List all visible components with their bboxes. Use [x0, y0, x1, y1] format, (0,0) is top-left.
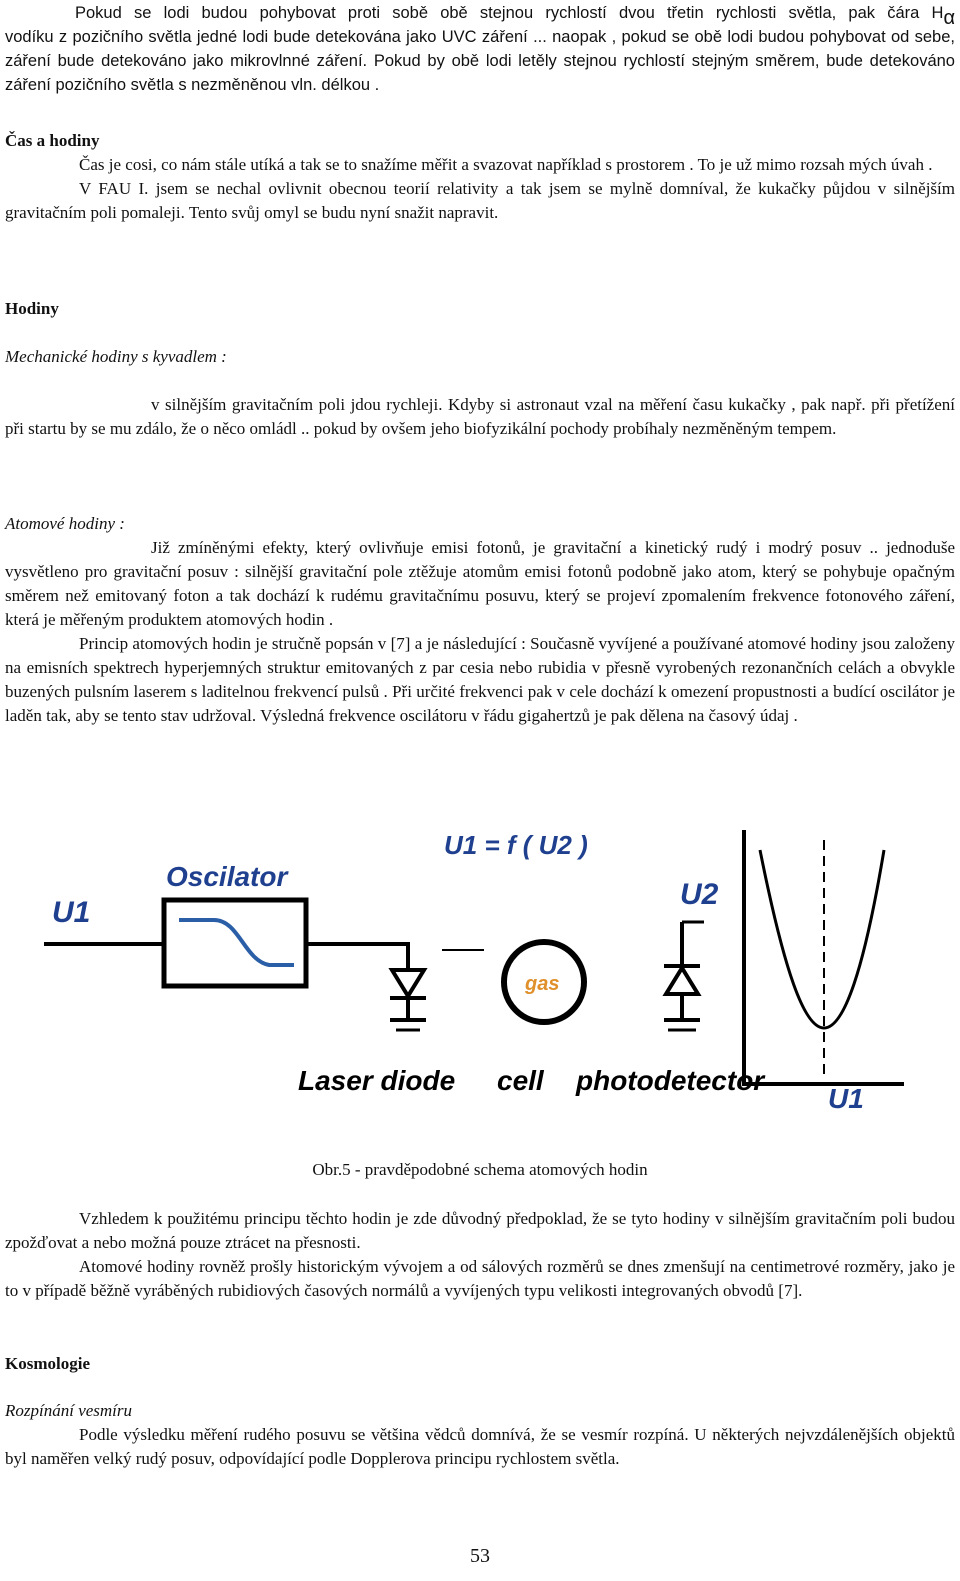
subheading-rozpinani-vesmiru: Rozpínání vesmíru — [5, 1401, 133, 1420]
cas-paragraph-2: V FAU I. jsem se nechal ovlivnit obecnou teorií relativity a tak jsem se mylně domníval, že kukačky půjdou v silnějším gravitačním poli pomaleji. Tento svůj omyl se budu nyní snažit napravit. — [5, 179, 955, 222]
u2-label: U2 — [680, 878, 719, 911]
heading-kosmologie-wrap — [5, 1352, 955, 1376]
intro-paragraph — [5, 0, 955, 97]
atom-paragraphs — [5, 536, 955, 728]
mech-subheading-wrap — [5, 345, 955, 369]
atomic-clock-diagram — [44, 810, 914, 1130]
after-figure-paragraphs — [5, 1207, 955, 1303]
mech-paragraph-wrap — [5, 393, 955, 441]
oscillator-output-wire — [306, 944, 408, 970]
atom-paragraph-2: Princip atomových hodin je stručně popsán v [7] a je následující : Současně vyvíjené a používané atomové hodiny jsou založeny na emisních spektrech hyperjemných struktur emitovaných z par cesia nebo rubidia v přesně vyrobených rezonančních celách a obvykle buzených pulsním laserem s laditelnou frekvencí pulsů . Při určité frekvenci pak v cele dochází k omezení propustnosti a budící oscilátor je laděn tak, aby se tento stav udržoval. Výsledná frekvence oscilátoru v řádu gigahertzů je pak dělena na časový údaj . — [5, 634, 955, 725]
intro-line1: Pokud se lodi budou pohybovat proti sobě obě stejnou rychlostí dvou třetin rychlosti světla, pak čára H — [75, 4, 944, 22]
resonance-plot — [744, 830, 904, 1086]
gas-label: gas — [525, 973, 560, 995]
after-paragraph-1: Vzhledem k použitému principu těchto hodin je zde důvodný předpoklad, že se tyto hodiny v silnějším gravitačním poli budou zpožďovat a nebo možná pouze ztrácet na přesnosti. — [5, 1209, 955, 1252]
kosmologie-paragraph: Podle výsledku měření rudého posuvu se většina vědců domnívá, že se vesmír rozpíná. U některých nejvzdálenějších objektů byl naměřen velký rudý posuv, odpovídající podle Dopplerova principu rychlostem světla. — [5, 1425, 955, 1468]
mech-paragraph: v silnějším gravitačním poli jdou rychleji. Kdyby si astronaut vzal na měření času kukačky , pak např. při přetížení při startu by se mu zdálo, že o něco omládl .. pokud by ovšem jeho biofyzikální pochody probíhaly nezměněným tempem. — [5, 395, 955, 438]
kosmologie-paragraph-wrap — [5, 1423, 955, 1471]
section-cas — [5, 129, 955, 225]
atom-paragraph-1: Již zmíněnými efekty, který ovlivňuje emisi fotonů, je gravitační a kinetický rudý i modrý posuv .. jednoduše vysvětleno pro gravitační posuv : silnější gravitační pole ztěžuje atomům emisi fotonů podobně jako atom, který se pohybuje opačným směrem než emitovaný foton a tak dochází k rudému gravitačnímu posuvu, který se projeví zpomalením frekvence fotonového záření, která je měřeným produktem atomových hodin . — [5, 538, 955, 629]
cell-label: cell — [497, 1065, 544, 1096]
laser-diode-label: Laser diode — [298, 1065, 456, 1096]
cas-paragraph-1: Čas je cosi, co nám stále utíká a tak se to snažíme měřit a svazovat například s prostorem . To je už mimo rozsah mých úvah . — [79, 155, 933, 174]
subheading-atomove-hodiny: Atomové hodiny : — [5, 514, 125, 533]
figure-caption: Obr.5 - pravděpodobné schema atomových hodin — [312, 1160, 648, 1179]
photodetector-label: photodetector — [576, 1065, 765, 1096]
h-alpha-subscript: α — [943, 7, 955, 29]
heading-hodiny: Hodiny — [5, 299, 59, 318]
photodetector-icon — [664, 922, 704, 1030]
heading-kosmologie: Kosmologie — [5, 1354, 90, 1373]
intro-line2: vodíku z pozičního světla jedné lodi bude detekována jako UVC záření ... naopak , pokud se obě lodi budou pohybovat od sebe, záření bude detekováno jako mikrovlnné záření. Pokud by obě lodi letěly stejnou rychlostí stejným směrem, bude detekováno záření pozičního světla s nezměněnou vln. délkou . — [5, 28, 955, 94]
heading-cas-a-hodiny: Čas a hodiny — [5, 131, 100, 150]
laser-diode-icon — [390, 970, 426, 1030]
u1-axis-label: U1 — [828, 1083, 864, 1114]
page-number: 53 — [470, 1545, 490, 1567]
oscillator-box — [164, 900, 306, 986]
subheading-mechanicke-hodiny: Mechanické hodiny s kyvadlem : — [5, 347, 227, 366]
atom-subheading-wrap — [5, 512, 955, 536]
heading-hodiny-wrap — [5, 297, 955, 321]
after-paragraph-2: Atomové hodiny rovněž prošly historickým vývojem a od sálových rozměrů se dnes zmenšují na centimetrové rozměry, jako je to v případě běžně vyráběných rubidiových časových normálů a vyvíjených typu velikosti integrovaných obvodů [7]. — [5, 1257, 955, 1300]
rozpinani-subheading-wrap — [5, 1399, 955, 1423]
formula-label: U1 = f ( U2 ) — [444, 830, 588, 860]
u1-left-label: U1 — [52, 896, 91, 929]
diagram-svg — [44, 810, 914, 1130]
oscilator-label: Oscilator — [166, 861, 288, 892]
